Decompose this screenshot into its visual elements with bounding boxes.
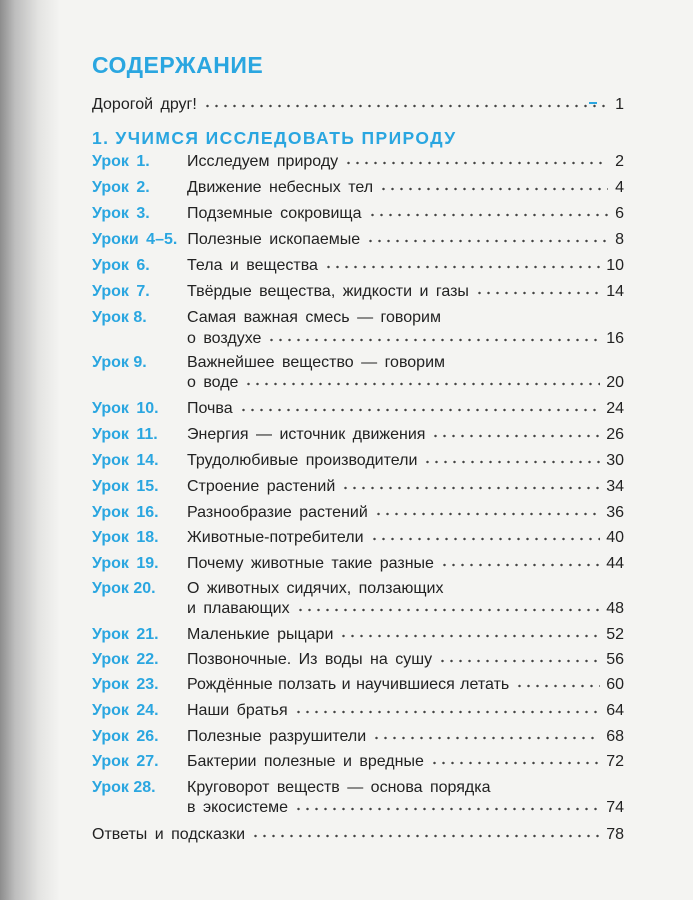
toc-row[interactable]	[92, 555, 624, 579]
lesson-page: 48	[606, 600, 624, 617]
lesson-page: 56	[606, 651, 624, 668]
dot-leader	[366, 239, 608, 243]
lesson-title-continuation: о воде	[187, 374, 239, 391]
lesson-page: 74	[606, 799, 624, 816]
lesson-page: 24	[606, 400, 624, 417]
lesson-title: Строение растений	[187, 478, 336, 495]
lesson-title: Движение небесных тел	[187, 179, 374, 196]
lesson-page: 10	[606, 257, 624, 274]
dot-leader	[379, 187, 608, 191]
lesson-label: Урок 24.	[92, 702, 159, 719]
dot-leader	[374, 512, 600, 516]
toc-page-number: 1	[615, 96, 624, 113]
toc-row[interactable]	[92, 651, 624, 675]
lesson-page: 30	[606, 452, 624, 469]
lesson-label: Урок 9.	[92, 354, 147, 371]
lesson-label: Урок 10.	[92, 400, 159, 417]
lesson-title: Почему животные такие разные	[187, 555, 434, 572]
lesson-title: Позвоночные. Из воды на сушу	[187, 651, 433, 668]
dot-leader	[324, 265, 600, 269]
toc-row[interactable]	[92, 205, 624, 229]
lesson-page: 6	[615, 205, 624, 222]
toc-row[interactable]	[92, 283, 624, 307]
lesson-page: 20	[606, 374, 624, 391]
dot-leader	[294, 710, 601, 714]
toc-row[interactable]	[92, 504, 624, 528]
lesson-title: Полезные ископаемые	[187, 231, 361, 248]
lesson-label: Урок 2.	[92, 179, 150, 196]
toc-row[interactable]	[92, 529, 624, 553]
dot-leader	[251, 834, 600, 838]
lesson-title[interactable]: Круговорот веществ — основа порядка	[187, 779, 491, 796]
lesson-label: Урок 20.	[92, 580, 156, 597]
section-heading	[92, 128, 457, 149]
toc-row[interactable]	[92, 478, 624, 502]
lesson-title-continuation: и плавающих	[187, 600, 290, 617]
lesson-page: 34	[606, 478, 624, 495]
lesson-title: Животные-потребители	[187, 529, 364, 546]
lesson-title-continuation: о воздухе	[187, 330, 262, 347]
toc-row[interactable]	[92, 702, 624, 726]
dot-leader	[438, 659, 600, 663]
lesson-label: Урок 27.	[92, 753, 159, 770]
lesson-label: Урок 14.	[92, 452, 159, 469]
lesson-page: 40	[606, 529, 624, 546]
lesson-page: 8	[615, 231, 624, 248]
lesson-title: Рождённые ползать и научившиеся летать	[187, 676, 510, 693]
toc-answers[interactable]	[92, 826, 624, 850]
lesson-label: Урок 8.	[92, 309, 147, 326]
dot-leader	[430, 761, 600, 765]
page-title: СОДЕРЖАНИЕ	[92, 52, 264, 78]
lesson-page: 60	[606, 676, 624, 693]
lesson-title: Бактерии полезные и вредные	[187, 753, 424, 770]
lesson-page: 14	[606, 283, 624, 300]
dot-leader	[339, 634, 600, 638]
toc-row-continuation[interactable]	[187, 600, 624, 624]
lesson-page: 36	[606, 504, 624, 521]
lesson-title: Маленькие рыцари	[187, 626, 334, 643]
lesson-title[interactable]: О животных сидячих, ползающих	[187, 580, 444, 597]
toc-row-continuation[interactable]	[187, 330, 624, 354]
lesson-title: Трудолюбивые производители	[187, 452, 418, 469]
dot-leader	[440, 563, 600, 567]
lesson-title-continuation: в экосистеме	[187, 799, 289, 816]
lesson-label: Урок 28.	[92, 779, 156, 796]
toc-page-number: 78	[606, 826, 624, 843]
lesson-title[interactable]: Важнейшее вещество — говорим	[187, 354, 445, 371]
toc-row-continuation[interactable]	[187, 374, 624, 398]
toc-row[interactable]	[92, 153, 624, 177]
lesson-label: Урок 21.	[92, 626, 159, 643]
lesson-page: 64	[606, 702, 624, 719]
dot-leader	[515, 684, 600, 688]
lesson-page: 44	[606, 555, 624, 572]
dot-leader	[372, 736, 600, 740]
lesson-title: Тела и вещества	[187, 257, 318, 274]
lesson-label: Урок 7.	[92, 283, 150, 300]
lesson-label: Урок 16.	[92, 504, 159, 521]
lesson-title: Почва	[187, 400, 233, 417]
toc-row[interactable]	[92, 426, 624, 450]
toc-row[interactable]	[92, 257, 624, 281]
dot-leader	[344, 161, 608, 165]
toc-entry-text: Дорогой друг!	[92, 96, 197, 113]
lesson-title: Полезные разрушители	[187, 728, 367, 745]
lesson-title: Разнообразие растений	[187, 504, 368, 521]
lesson-title: Исследуем природу	[187, 153, 339, 170]
dot-leader	[341, 486, 600, 490]
toc-row[interactable]	[92, 728, 624, 752]
lesson-label: Урок 22.	[92, 651, 159, 668]
dot-leader	[294, 807, 600, 811]
lesson-title[interactable]: Самая важная смесь — говорим	[187, 309, 441, 326]
section-number: 1.	[92, 128, 110, 148]
lesson-page: 72	[606, 753, 624, 770]
lesson-label: Урок 11.	[92, 426, 158, 443]
toc-row[interactable]	[92, 626, 624, 650]
lesson-title: Энергия — источник движения	[187, 426, 426, 443]
section-title: УЧИМСЯ ИССЛЕДОВАТЬ ПРИРОДУ	[115, 128, 457, 148]
lesson-label: Урок 6.	[92, 257, 150, 274]
toc-entry-text: Ответы и подсказки	[92, 826, 246, 843]
lesson-label: Урок 15.	[92, 478, 159, 495]
lesson-page: 4	[615, 179, 624, 196]
lesson-page: 26	[606, 426, 624, 443]
toc-intro[interactable]	[92, 96, 624, 120]
toc-row[interactable]	[92, 753, 624, 777]
lesson-page: 2	[615, 153, 624, 170]
dot-leader	[431, 434, 600, 438]
lesson-title: Твёрдые вещества, жидкости и газы	[187, 283, 469, 300]
dot-leader	[368, 213, 609, 217]
lesson-label: Урок 23.	[92, 676, 159, 693]
dot-leader	[244, 382, 600, 386]
dot-leader	[296, 608, 601, 612]
lesson-page: 68	[606, 728, 624, 745]
dot-leader	[203, 104, 608, 108]
dot-leader	[423, 460, 600, 464]
toc-row[interactable]	[92, 676, 624, 700]
lesson-title: Наши братья	[187, 702, 288, 719]
lesson-label: Урок 26.	[92, 728, 159, 745]
lesson-page: 52	[606, 626, 624, 643]
lesson-label: Урок 3.	[92, 205, 150, 222]
lesson-title: Подземные сокровища	[187, 205, 362, 222]
dot-leader	[239, 408, 601, 412]
toc-row-continuation[interactable]	[187, 799, 624, 823]
lesson-label: Урок 18.	[92, 529, 159, 546]
lesson-label: Урок 1.	[92, 153, 150, 170]
toc-row[interactable]	[92, 400, 624, 424]
lesson-page: 16	[606, 330, 624, 347]
dot-leader	[370, 537, 601, 541]
lesson-label: Уроки 4–5.	[92, 231, 178, 248]
toc-row[interactable]	[92, 179, 624, 203]
toc-row[interactable]	[92, 231, 624, 255]
dot-leader	[475, 291, 600, 295]
page-binding-shadow	[0, 0, 60, 900]
dot-leader	[267, 338, 600, 342]
toc-row[interactable]	[92, 452, 624, 476]
lesson-label: Урок 19.	[92, 555, 159, 572]
